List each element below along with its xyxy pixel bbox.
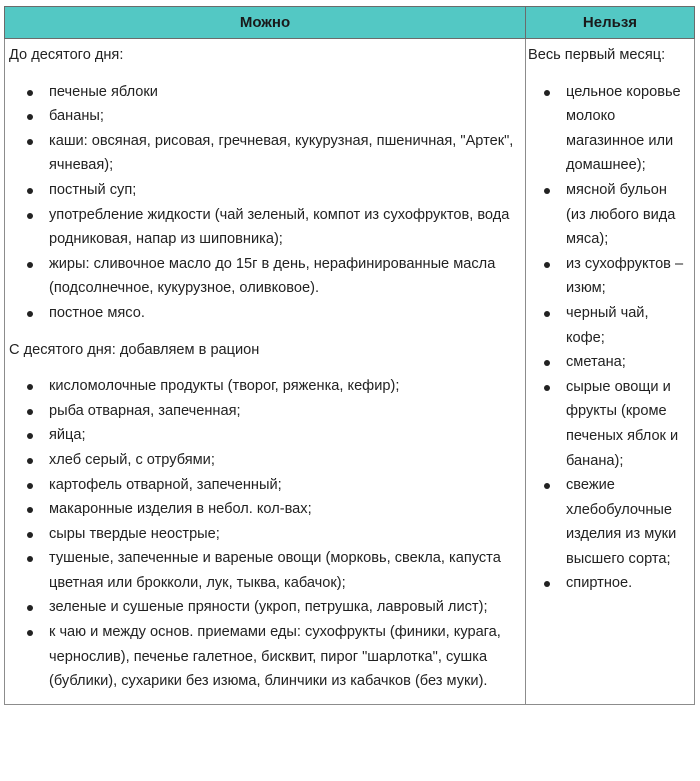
- table-row: [5, 39, 695, 705]
- section-title-from-day-ten: С десятого дня: добавляем в рацион: [9, 341, 260, 358]
- list-until-day-ten: [5, 80, 525, 326]
- list-item: кисломолочные продукты (творог, ряженка, кефир);: [5, 374, 525, 399]
- list-item: сырые овощи и фрукты (кроме печеных яблок и банана);: [526, 375, 694, 473]
- list-item: цельное коровье молоко магазинное или домашнее);: [526, 80, 694, 178]
- list-item: тушеные, запеченные и вареные овощи (морковь, свекла, капуста цветная или брокколи, лук, тыква, кабачок);: [5, 546, 525, 595]
- list-item: макаронные изделия в небол. кол-вах;: [5, 497, 525, 522]
- list-forbidden: [526, 80, 694, 596]
- list-item: из сухофруктов – изюм;: [526, 252, 694, 301]
- list-item: рыба отварная, запеченная;: [5, 399, 525, 424]
- list-from-day-ten: [5, 374, 525, 694]
- list-item: к чаю и между основ. приемами еды: сухофрукты (финики, курага, чернослив), печенье галетное, бисквит, пирог "шарлотка", сушка (бублики), сухарики без изюма, блинчики из кабачков (без муки).: [5, 620, 525, 694]
- list-item: картофель отварной, запеченный;: [5, 473, 525, 498]
- list-item: сметана;: [526, 350, 694, 375]
- list-item: постное мясо.: [5, 301, 525, 326]
- list-item: спиртное.: [526, 571, 694, 596]
- section-title-first-month: Весь первый месяц:: [528, 47, 666, 63]
- list-item: черный чай, кофе;: [526, 301, 694, 350]
- list-item: жиры: сливочное масло до 15г в день, нерафинированные масла (подсолнечное, кукурузное, оливковое).: [5, 252, 525, 301]
- table-header-row: [5, 7, 695, 39]
- list-item: постный суп;: [5, 178, 525, 203]
- list-item: зеленые и сушеные пряности (укроп, петрушка, лавровый лист);: [5, 595, 525, 620]
- header-cannot: Нельзя: [526, 7, 695, 39]
- list-item: хлеб серый, с отрубями;: [5, 448, 525, 473]
- section-title-until-day-ten: До десятого дня:: [9, 47, 124, 63]
- list-item: печеные яблоки: [5, 80, 525, 105]
- list-item: сыры твердые неострые;: [5, 522, 525, 547]
- cell-cannot: [526, 39, 695, 705]
- list-item: каши: овсяная, рисовая, гречневая, кукурузная, пшеничная, "Артек", ячневая);: [5, 129, 525, 178]
- cell-can: [5, 39, 526, 705]
- list-item: яйца;: [5, 423, 525, 448]
- list-item: бананы;: [5, 104, 525, 129]
- diet-table-container: [4, 6, 694, 777]
- diet-table: [4, 6, 695, 705]
- header-can: Можно: [5, 7, 526, 39]
- list-item: мясной бульон (из любого вида мяса);: [526, 178, 694, 252]
- list-item: свежие хлебобулочные изделия из муки высшего сорта;: [526, 473, 694, 571]
- list-item: употребление жидкости (чай зеленый, компот из сухофруктов, вода родниковая, напар из шиповника);: [5, 203, 525, 252]
